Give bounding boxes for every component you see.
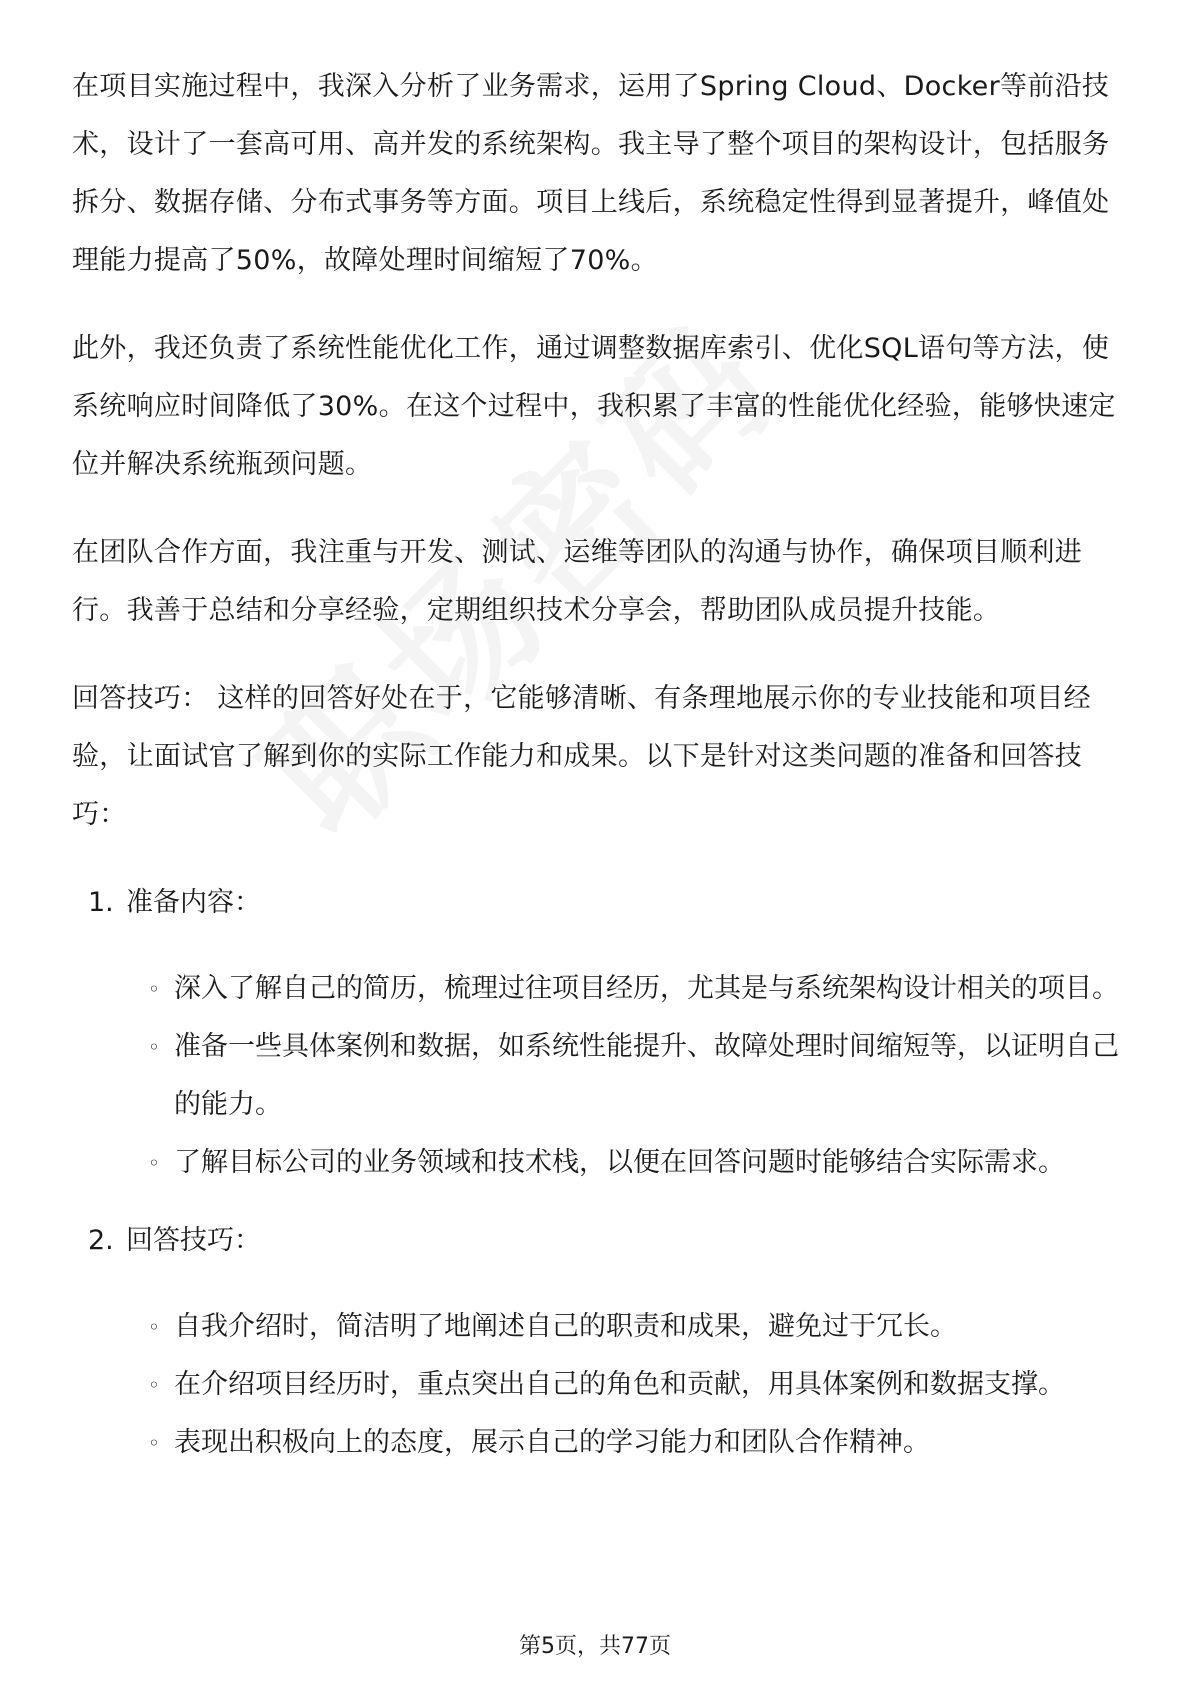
- list-item: [148, 960, 1132, 1018]
- document-body: [72, 58, 1132, 1492]
- list-item-text: 自我介绍时，简洁明了地阐述自己的职责和成果，避免过于冗长。: [174, 1311, 957, 1342]
- section-title: 回答技巧：: [126, 1225, 261, 1256]
- bullet-circle-icon: ◦: [148, 1151, 160, 1175]
- numbered-section-preparation: [72, 874, 1132, 1192]
- bullet-circle-icon: ◦: [148, 1035, 160, 1059]
- bullet-circle-icon: ◦: [148, 977, 160, 1001]
- list-item-text: 了解目标公司的业务领域和技术栈，以便在回答问题时能够结合实际需求。: [174, 1147, 1065, 1178]
- list-item: [148, 1134, 1132, 1192]
- paragraph-performance-optimization: 此外，我还负责了系统性能优化工作，通过调整数据库索引、优化SQL语句等方法，使系统响应时间降低了30%。在这个过程中，我积累了丰富的性能优化经验，能够快速定位并解决系统瓶颈问题。: [72, 333, 1116, 480]
- paragraph-teamwork: 在团队合作方面，我注重与开发、测试、运维等团队的沟通与协作，确保项目顺利进行。我善于总结和分享经验，定期组织技术分享会，帮助团队成员提升技能。: [72, 537, 1083, 626]
- paragraph-project-implementation: 在项目实施过程中，我深入分析了业务需求，运用了Spring Cloud、Docker等前沿技术，设计了一套高可用、高并发的系统架构。我主导了整个项目的架构设计，包括服务拆分、数据存储、分布式事务等方面。项目上线后，系统稳定性得到显著提升，峰值处理能力提高了50%，故障处理时间缩短了70%。: [72, 71, 1110, 276]
- section-heading: [72, 1212, 1132, 1270]
- list-item: [148, 1414, 1132, 1472]
- bullet-circle-icon: ◦: [148, 1373, 160, 1397]
- numbered-section-answer-tips: [72, 1212, 1132, 1472]
- bullet-list: [72, 1298, 1132, 1472]
- list-item-text: 深入了解自己的简历，梳理过往项目经历，尤其是与系统架构设计相关的项目。: [174, 973, 1119, 1004]
- bullet-circle-icon: ◦: [148, 1431, 160, 1455]
- section-title: 准备内容：: [126, 887, 261, 918]
- list-item: [148, 1298, 1132, 1356]
- section-heading: [72, 874, 1132, 932]
- list-item-text: 准备一些具体案例和数据，如系统性能提升、故障处理时间缩短等，以证明自己的能力。: [174, 1031, 1119, 1120]
- list-item-text: 表现出积极向上的态度，展示自己的学习能力和团队合作精神。: [174, 1427, 930, 1458]
- bullet-list: [72, 960, 1132, 1192]
- section-number: 1.: [88, 887, 114, 918]
- paragraph-answer-tips: 回答技巧： 这样的回答好处在于，它能够清晰、有条理地展示你的专业技能和项目经验，让面试官了解到你的实际工作能力和成果。以下是针对这类问题的准备和回答技巧：: [72, 683, 1091, 830]
- page-number-footer: 第5页，共77页: [519, 1634, 671, 1659]
- section-number: 2.: [88, 1225, 114, 1256]
- bullet-circle-icon: ◦: [148, 1315, 160, 1339]
- list-item: [148, 1018, 1132, 1134]
- list-item-text: 在介绍项目经历时，重点突出自己的角色和贡献，用具体案例和数据支撑。: [174, 1369, 1065, 1400]
- list-item: [148, 1356, 1132, 1414]
